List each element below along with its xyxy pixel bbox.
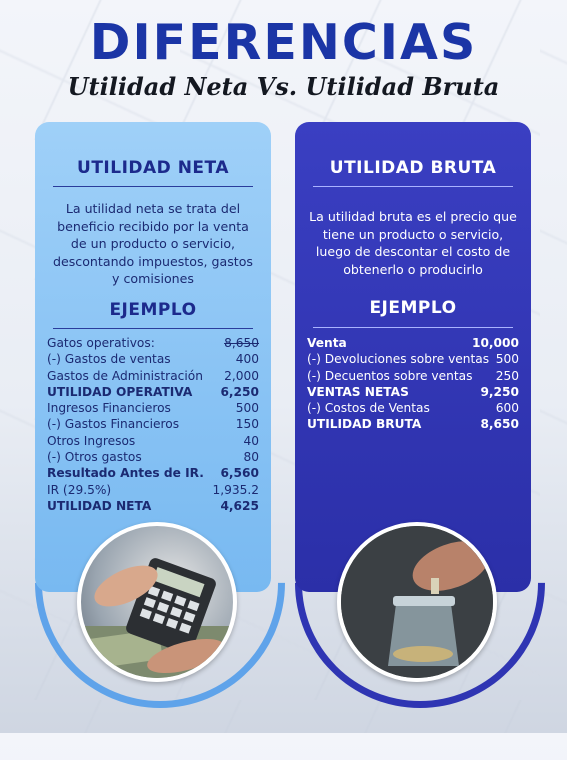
- calculator-photo: [77, 522, 237, 682]
- row-label: Venta: [307, 336, 347, 350]
- divider: [53, 186, 253, 187]
- example-row: [307, 400, 519, 416]
- example-row: [47, 400, 259, 416]
- row-label: UTILIDAD NETA: [47, 498, 152, 513]
- row-value: 40: [243, 433, 259, 448]
- row-value: 6,250: [220, 384, 259, 399]
- example-row: [307, 368, 519, 384]
- example-heading: EJEMPLO: [369, 298, 457, 318]
- calculator-illustration: [81, 526, 233, 678]
- row-value: 600: [495, 401, 519, 416]
- page-subtitle: Utilidad Neta Vs. Utilidad Bruta: [67, 72, 500, 101]
- card-heading: UTILIDAD BRUTA: [329, 158, 497, 178]
- coin-jar-illustration: [341, 526, 493, 678]
- example-row: [307, 384, 519, 400]
- example-row: [47, 384, 259, 400]
- row-value: 1,935.2: [212, 482, 259, 497]
- row-label: (-) Costos de Ventas: [307, 401, 430, 416]
- row-label: (-) Decuentos sobre ventas: [307, 368, 473, 383]
- example-row: [47, 433, 259, 449]
- row-label: Gastos de Administración: [47, 368, 203, 383]
- row-label: (-) Gastos Financieros: [47, 417, 180, 432]
- row-label: VENTAS NETAS: [307, 384, 409, 399]
- example-row: [47, 482, 259, 498]
- example-row: [47, 449, 259, 465]
- row-label: Gatos operativos:: [47, 336, 155, 350]
- example-table: [307, 335, 519, 433]
- example-row: [307, 416, 519, 432]
- example-row: [307, 351, 519, 367]
- row-value: 150: [235, 417, 259, 432]
- card-heading: UTILIDAD NETA: [77, 158, 229, 178]
- example-row: [47, 465, 259, 481]
- row-value: 2,000: [224, 368, 259, 383]
- row-value: 500: [495, 352, 519, 367]
- page-title: DIFERENCIAS: [89, 14, 478, 71]
- row-value: 8,650: [224, 336, 259, 350]
- row-label: UTILIDAD OPERATIVA: [47, 384, 193, 399]
- example-row: [47, 368, 259, 384]
- row-value: 6,560: [220, 466, 259, 481]
- row-value: 10,000: [471, 336, 519, 350]
- card-description: La utilidad bruta es el precio que tiene un producto o servicio, luego de descontar el costo de obtenerlo o producirlo: [309, 209, 517, 277]
- row-value: 400: [235, 352, 259, 367]
- row-label: (-) Devoluciones sobre ventas: [307, 352, 490, 367]
- example-row: [47, 498, 259, 514]
- row-label: Ingresos Financieros: [47, 401, 171, 416]
- row-value: 8,650: [480, 417, 519, 432]
- example-heading: EJEMPLO: [109, 300, 197, 320]
- example-row: [47, 351, 259, 367]
- row-value: 250: [495, 368, 519, 383]
- row-label: (-) Gastos de ventas: [47, 352, 171, 367]
- row-label: Otros Ingresos: [47, 433, 136, 448]
- divider: [313, 327, 513, 328]
- row-label: IR (29.5%): [47, 482, 112, 497]
- row-label: UTILIDAD BRUTA: [307, 417, 422, 432]
- row-value: 4,625: [220, 498, 259, 513]
- row-label: Resultado Antes de IR.: [47, 466, 204, 481]
- divider: [313, 186, 513, 187]
- example-table: [47, 335, 259, 514]
- example-row: [47, 416, 259, 432]
- card-description: La utilidad neta se trata del beneficio recibido por la venta de un producto o servicio, descontando impuestos, gastos y comisiones: [53, 201, 253, 286]
- example-row: [307, 335, 519, 351]
- coin-jar-photo: [337, 522, 497, 682]
- divider: [53, 328, 253, 329]
- row-value: 80: [243, 450, 259, 465]
- example-row: [47, 335, 259, 351]
- row-label: (-) Otros gastos: [47, 450, 142, 465]
- row-value: 9,250: [480, 384, 519, 399]
- row-value: 500: [235, 401, 259, 416]
